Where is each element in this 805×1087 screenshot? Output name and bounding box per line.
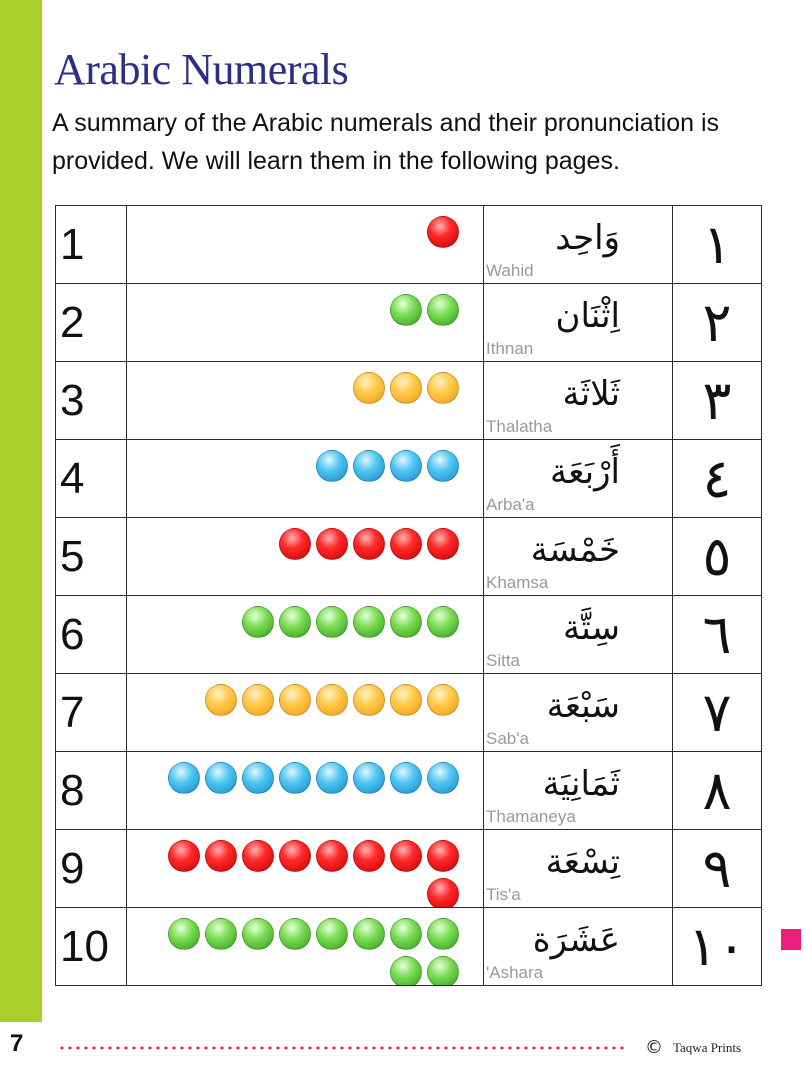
numeral-cell: 4 xyxy=(56,440,127,518)
arabic-word: وَاحِد xyxy=(555,218,620,258)
transliteration: Thalatha xyxy=(486,417,553,436)
table-row xyxy=(56,206,762,284)
arabic-digit: ٤ xyxy=(702,447,732,510)
numeral-cell: 10 xyxy=(56,908,127,986)
arabic-word: تِسْعَة xyxy=(545,842,620,882)
transliteration: 'Ashara xyxy=(486,963,544,982)
arabic-word: سِتَّة xyxy=(563,608,620,648)
side-color-bar xyxy=(0,0,42,1087)
green-dot-icon xyxy=(390,918,422,950)
arabic-word: أَرْبَعَة xyxy=(550,452,620,492)
counting-dots xyxy=(159,216,459,248)
red-dot-icon xyxy=(316,528,348,560)
counting-dots xyxy=(159,918,459,986)
arabic-digit-cell xyxy=(673,830,762,908)
word-cell xyxy=(484,206,673,284)
blue-dot-icon xyxy=(390,762,422,794)
green-dot-icon xyxy=(205,918,237,950)
green-dot-icon xyxy=(427,956,459,986)
green-dot-icon xyxy=(279,918,311,950)
orange-dot-icon xyxy=(390,372,422,404)
red-dot-icon xyxy=(427,840,459,872)
numeral-cell: 5 xyxy=(56,518,127,596)
arabic-word: ثَمَانِيَة xyxy=(542,764,620,804)
numeral-cell: 7 xyxy=(56,674,127,752)
arabic-word: خَمْسَة xyxy=(530,530,620,570)
arabic-digit: ١ xyxy=(702,213,732,276)
counting-dots xyxy=(159,762,459,794)
red-dot-icon xyxy=(316,840,348,872)
numeral-cell: 1 xyxy=(56,206,127,284)
red-dot-icon xyxy=(427,528,459,560)
arabic-digit-cell xyxy=(673,908,762,986)
table-row xyxy=(56,830,762,908)
dots-cell xyxy=(127,518,484,596)
word-cell xyxy=(484,752,673,830)
orange-dot-icon xyxy=(353,684,385,716)
numeral-cell: 3 xyxy=(56,362,127,440)
arabic-digit: ٣ xyxy=(702,369,732,432)
red-dot-icon xyxy=(242,840,274,872)
arabic-word: سَبْعَة xyxy=(546,686,620,726)
dotted-rule xyxy=(58,1046,628,1050)
red-dot-icon xyxy=(205,840,237,872)
table-row xyxy=(56,752,762,830)
copyright-symbol: © xyxy=(645,1037,663,1058)
intro-text xyxy=(52,104,772,180)
dots-cell xyxy=(127,674,484,752)
arabic-digit-cell xyxy=(673,596,762,674)
blue-dot-icon xyxy=(427,450,459,482)
word-cell xyxy=(484,674,673,752)
counting-dots xyxy=(159,606,459,638)
green-dot-icon xyxy=(242,918,274,950)
word-cell xyxy=(484,908,673,986)
arabic-digit-cell xyxy=(673,674,762,752)
arabic-digit: ٢ xyxy=(702,291,732,354)
red-dot-icon xyxy=(353,840,385,872)
red-dot-icon xyxy=(168,840,200,872)
counting-dots xyxy=(159,294,459,326)
orange-dot-icon xyxy=(353,372,385,404)
arabic-digit-cell xyxy=(673,362,762,440)
green-dot-icon xyxy=(390,956,422,986)
green-dot-icon xyxy=(242,606,274,638)
green-dot-icon xyxy=(316,918,348,950)
word-cell xyxy=(484,830,673,908)
orange-dot-icon xyxy=(390,684,422,716)
red-dot-icon xyxy=(353,528,385,560)
transliteration: Ithnan xyxy=(486,339,534,358)
red-dot-icon xyxy=(427,878,459,908)
numeral-cell: 2 xyxy=(56,284,127,362)
table-row xyxy=(56,908,762,986)
counting-dots xyxy=(159,372,459,404)
red-dot-icon xyxy=(279,840,311,872)
green-dot-icon xyxy=(279,606,311,638)
table-row xyxy=(56,362,762,440)
orange-dot-icon xyxy=(427,372,459,404)
blue-dot-icon xyxy=(279,762,311,794)
word-cell xyxy=(484,518,673,596)
green-dot-icon xyxy=(353,606,385,638)
green-dot-icon xyxy=(427,294,459,326)
counting-dots xyxy=(159,450,459,482)
dots-cell xyxy=(127,440,484,518)
red-dot-icon xyxy=(390,528,422,560)
green-dot-icon xyxy=(390,294,422,326)
arabic-digit-cell xyxy=(673,284,762,362)
word-cell xyxy=(484,362,673,440)
numeral-cell: 6 xyxy=(56,596,127,674)
numerals-table xyxy=(55,205,762,986)
pink-tab-marker xyxy=(781,929,801,950)
green-dot-icon xyxy=(427,918,459,950)
page-title: Arabic Numerals xyxy=(54,45,349,94)
blue-dot-icon xyxy=(427,762,459,794)
transliteration: Thamaneya xyxy=(486,807,576,826)
dots-cell xyxy=(127,206,484,284)
dots-cell xyxy=(127,752,484,830)
red-dot-icon xyxy=(279,528,311,560)
counting-dots xyxy=(159,684,459,716)
green-dot-icon xyxy=(316,606,348,638)
blue-dot-icon xyxy=(353,450,385,482)
word-cell xyxy=(484,284,673,362)
word-cell xyxy=(484,440,673,518)
orange-dot-icon xyxy=(316,684,348,716)
arabic-word: عَشَرَة xyxy=(532,920,620,960)
table-row xyxy=(56,440,762,518)
table-row xyxy=(56,596,762,674)
green-dot-icon xyxy=(390,606,422,638)
page-number-box xyxy=(0,1022,42,1087)
transliteration: Khamsa xyxy=(486,573,549,592)
dots-cell xyxy=(127,908,484,986)
numeral-cell: 8 xyxy=(56,752,127,830)
numeral-cell: 9 xyxy=(56,830,127,908)
arabic-digit: ٦ xyxy=(702,603,732,666)
arabic-digit-cell xyxy=(673,752,762,830)
counting-dots xyxy=(159,528,459,560)
arabic-word: ثَلاثَة xyxy=(562,374,620,414)
green-dot-icon xyxy=(353,918,385,950)
dots-cell xyxy=(127,596,484,674)
orange-dot-icon xyxy=(427,684,459,716)
blue-dot-icon xyxy=(168,762,200,794)
transliteration: Wahid xyxy=(486,261,534,280)
word-cell xyxy=(484,596,673,674)
blue-dot-icon xyxy=(353,762,385,794)
orange-dot-icon xyxy=(242,684,274,716)
orange-dot-icon xyxy=(279,684,311,716)
publisher-name: Taqwa Prints xyxy=(673,1040,742,1055)
transliteration: Tis'a xyxy=(486,885,521,904)
arabic-digit: ٥ xyxy=(702,525,732,588)
blue-dot-icon xyxy=(316,450,348,482)
dots-cell xyxy=(127,362,484,440)
arabic-digit: ١٠ xyxy=(687,915,746,978)
blue-dot-icon xyxy=(242,762,274,794)
arabic-word: اِثْنَان xyxy=(555,296,620,336)
red-dot-icon xyxy=(390,840,422,872)
intro-line-2: provided. We will learn them in the following pages. xyxy=(52,147,620,175)
transliteration: Sab'a xyxy=(486,729,529,748)
intro-line-1: A summary of the Arabic numerals and their pronunciation is xyxy=(52,109,720,137)
arabic-digit: ٨ xyxy=(702,759,732,822)
transliteration: Sitta xyxy=(486,651,521,670)
green-dot-icon xyxy=(427,606,459,638)
page-number: 7 xyxy=(10,1030,24,1057)
dots-cell xyxy=(127,830,484,908)
red-dot-icon xyxy=(427,216,459,248)
transliteration: Arba'a xyxy=(486,495,535,514)
table-row xyxy=(56,674,762,752)
arabic-digit-cell xyxy=(673,206,762,284)
orange-dot-icon xyxy=(205,684,237,716)
arabic-digit: ٧ xyxy=(702,681,732,744)
blue-dot-icon xyxy=(390,450,422,482)
green-dot-icon xyxy=(168,918,200,950)
arabic-digit-cell xyxy=(673,440,762,518)
blue-dot-icon xyxy=(205,762,237,794)
arabic-digit: ٩ xyxy=(702,837,732,900)
table-row xyxy=(56,284,762,362)
dots-cell xyxy=(127,284,484,362)
table-row xyxy=(56,518,762,596)
counting-dots xyxy=(159,840,459,908)
blue-dot-icon xyxy=(316,762,348,794)
arabic-digit-cell xyxy=(673,518,762,596)
